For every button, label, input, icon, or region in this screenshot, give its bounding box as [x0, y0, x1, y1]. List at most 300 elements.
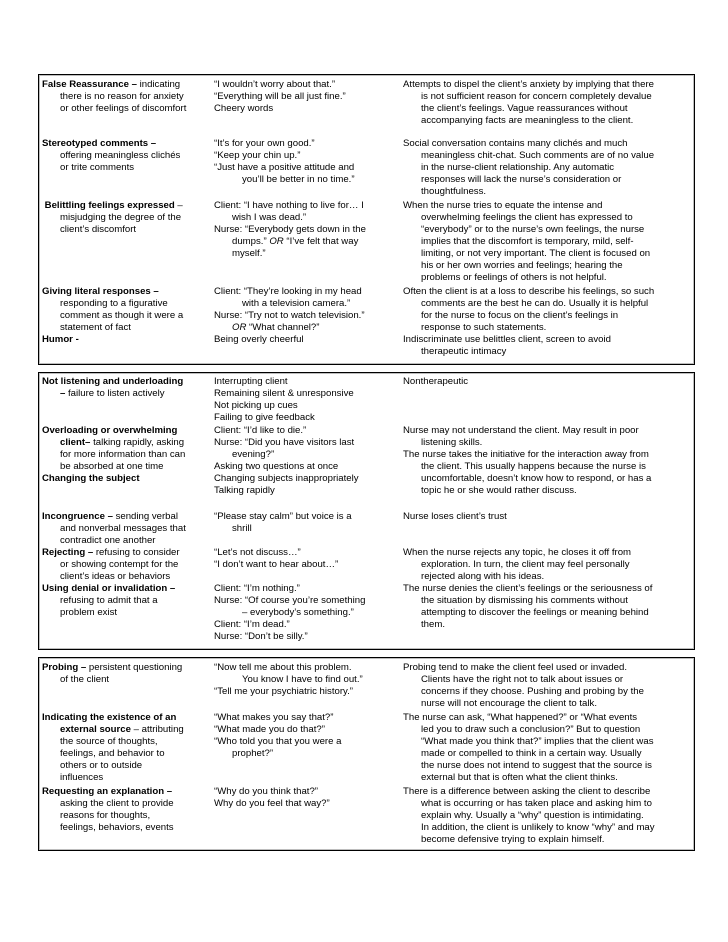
technique-name: external source: [60, 724, 131, 735]
text-line: [403, 310, 693, 322]
text-line: [214, 674, 399, 686]
text-line: [403, 674, 693, 686]
rationale-cell: [403, 511, 693, 631]
text-line: [403, 449, 693, 461]
text-line: [42, 736, 212, 748]
line-text: The nurse takes the initiative for the interaction away from: [403, 449, 649, 460]
text-line: [214, 162, 399, 174]
text-line: [214, 619, 399, 631]
text-line: [403, 298, 693, 310]
technique-name: Indicating the existence of an: [42, 712, 177, 723]
text-line: [214, 91, 399, 103]
example-cell: [214, 662, 399, 698]
line-text: the nurse does not intend to suggest that the source is: [421, 760, 652, 771]
text-line: [42, 461, 212, 473]
line-text: When the nurse tries to equate the intense and: [403, 200, 603, 211]
line-text: Asking two questions at once: [214, 461, 339, 472]
text-line: [403, 346, 693, 358]
text-line: [403, 115, 693, 127]
line-text: Remaining silent & unresponsive: [214, 388, 354, 399]
line-text: contradict one another: [60, 535, 156, 546]
line-text: Interrupting client: [214, 376, 288, 387]
technique-name: client–: [60, 437, 91, 448]
technique-cell: [42, 376, 212, 400]
line-text: “Tell me your psychiatric history.”: [214, 686, 353, 697]
line-text: influences: [60, 772, 104, 783]
technique-name: Rejecting –: [42, 547, 94, 558]
text-line: [42, 437, 212, 449]
text-line: [214, 449, 399, 461]
line-text: implies that the discomfort is temporary, mild, self-: [421, 236, 634, 247]
line-text: evening?”: [232, 449, 275, 460]
technique-cell: [42, 511, 212, 619]
line-text: client’s discomfort: [60, 224, 137, 235]
line-text: Nurse: “Did you have visitors last: [214, 437, 355, 448]
line-text: sending verbal: [112, 511, 178, 522]
text-line: [214, 736, 399, 748]
technique-cell: [42, 712, 212, 784]
text-line: [214, 400, 399, 412]
text-line: [214, 583, 399, 595]
line-text: what is occurring or has taken place and asking him to: [421, 798, 652, 809]
text-line: [403, 686, 693, 698]
text-line: [42, 388, 212, 400]
text-line: [403, 473, 693, 485]
text-line: [403, 79, 693, 91]
text-line: [214, 662, 399, 674]
line-text: overwhelming feelings the client has expressed to: [421, 212, 633, 223]
technique-name: False Reassurance –: [42, 79, 137, 90]
text-line: [214, 511, 399, 523]
line-text: uncomfortable, doesn’t know how to respond, or has a: [421, 473, 652, 484]
technique-name: Giving literal responses –: [42, 286, 159, 297]
text-line: [403, 260, 693, 272]
text-line: [214, 535, 399, 547]
table-section: [38, 372, 695, 650]
text-line: [42, 334, 212, 346]
text-line: [214, 724, 399, 736]
text-line: [214, 595, 399, 607]
line-text: Nurse: “Don’t be silly.”: [214, 631, 308, 642]
text-line: [403, 162, 693, 174]
text-line: [403, 523, 693, 535]
text-line: [403, 322, 693, 334]
text-line: [214, 334, 399, 346]
text-line: [403, 583, 693, 595]
line-text: be absorbed at one time: [60, 461, 164, 472]
line-text: “Who told you that you were a: [214, 736, 342, 747]
text-line: [403, 822, 693, 834]
text-line: [214, 248, 399, 260]
example-cell: [214, 425, 399, 497]
technique-name: Belittling feelings expressed: [42, 200, 175, 211]
text-line: [214, 174, 399, 186]
line-text: explain why. Usually a “why” question is intimidating.: [421, 810, 644, 821]
line-text: the client. This usually happens because the nurse is: [421, 461, 646, 472]
line-text: meaningless chit-chat. Such comments are of no value: [421, 150, 655, 161]
text-line: [214, 473, 399, 485]
technique-cell: [42, 662, 212, 686]
example-cell: [214, 138, 399, 186]
text-line: [42, 200, 212, 212]
emphasis-text: OR: [232, 322, 247, 333]
text-line: [214, 212, 399, 224]
text-line: [403, 798, 693, 810]
line-text: persistent questioning: [86, 662, 183, 673]
line-text: the situation by dismissing his comments without: [421, 595, 628, 606]
text-line: [42, 449, 212, 461]
line-text: responses will lack the nurse’s consideration or: [421, 174, 622, 185]
line-text: the client’s feelings. Vague reassurances without: [421, 103, 628, 114]
line-text: there is no reason for anxiety: [60, 91, 184, 102]
technique-cell: [42, 786, 212, 834]
line-text: When the nurse rejects any topic, he closes it off from: [403, 547, 632, 558]
line-text: exploration. In turn, the client may feel personally: [421, 559, 630, 570]
text-line: [42, 473, 212, 485]
line-text: “What made you think that?” implies that the client was: [421, 736, 654, 747]
text-line: [214, 559, 399, 571]
line-text: feelings, and behavior to: [60, 748, 165, 759]
line-text: his or her own worries and feelings; hearing the: [421, 260, 623, 271]
rationale-cell: [403, 376, 693, 388]
line-text: therapeutic intimacy: [421, 346, 507, 357]
example-cell: [214, 286, 399, 346]
line-text: Cheery words: [214, 103, 274, 114]
technique-cell: [42, 200, 212, 236]
line-text: topic he or she would rather discuss.: [421, 485, 577, 496]
text-line: [42, 150, 212, 162]
text-line: [214, 437, 399, 449]
text-line: [214, 631, 399, 643]
text-line: [403, 212, 693, 224]
line-text: rejected along with his ideas.: [421, 571, 545, 582]
example-cell: [214, 79, 399, 115]
text-line: [42, 162, 212, 174]
line-text: led you to draw such a conclusion?” But to question: [421, 724, 641, 735]
line-text: with a television camera.”: [242, 298, 351, 309]
text-line: [214, 798, 399, 810]
text-line: [42, 91, 212, 103]
line-text: The nurse can ask, “What happened?” or “What events: [403, 712, 638, 723]
text-line: [403, 712, 693, 724]
text-line: [42, 674, 212, 686]
line-text: “everybody” or to the nurse’s own feelings, the nurse: [421, 224, 645, 235]
line-text: “Now tell me about this problem.: [214, 662, 352, 673]
line-text: refusing to admit that a: [60, 595, 158, 606]
line-text: problems or feelings of others is not helpful.: [421, 272, 607, 283]
text-line: [42, 310, 212, 322]
line-text: listening skills.: [421, 437, 483, 448]
line-text: Attempts to dispel the client’s anxiety by implying that there: [403, 79, 654, 90]
rationale-cell: [403, 286, 693, 358]
line-text: response to such statements.: [421, 322, 547, 333]
line-text: asking the client to provide: [60, 798, 174, 809]
line-text: comments are the best he can do. Usually it is helpful: [421, 298, 649, 309]
line-text: Why do you feel that way?”: [214, 798, 330, 809]
text-line: [403, 786, 693, 798]
technique-name: Using denial or invalidation –: [42, 583, 176, 594]
text-line: [403, 559, 693, 571]
text-line: [214, 686, 399, 698]
line-text: offering meaningless clichés: [60, 150, 181, 161]
line-text: “It’s for your own good.”: [214, 138, 315, 149]
line-text: or showing contempt for the: [60, 559, 179, 570]
text-line: [403, 272, 693, 284]
text-line: [403, 248, 693, 260]
text-line: [403, 511, 693, 523]
technique-name: Overloading or overwhelming: [42, 425, 178, 436]
line-text: “Everything will be all just fine.”: [214, 91, 346, 102]
text-line: [403, 535, 693, 547]
text-line: [42, 547, 212, 559]
text-line: [214, 286, 399, 298]
line-text: Nurse: “Of course you’re something: [214, 595, 366, 606]
text-line: [214, 461, 399, 473]
text-line: [403, 224, 693, 236]
line-text: Client: “I’m dead.”: [214, 619, 290, 630]
line-text: Being overly cheerful: [214, 334, 304, 345]
text-line: [403, 150, 693, 162]
rationale-cell: [403, 786, 693, 846]
technique-name: Incongruence –: [42, 511, 113, 522]
line-text: “Let’s not discuss…”: [214, 547, 301, 558]
line-text: Client: “I have nothing to live for… I: [214, 200, 364, 211]
line-text: “What makes you say that?”: [214, 712, 334, 723]
text-line: [42, 425, 212, 437]
line-text: for the nurse to focus on the client’s feelings in: [421, 310, 619, 321]
line-text: them.: [421, 619, 445, 630]
text-line: [42, 822, 212, 834]
line-text: “Just have a positive attitude and: [214, 162, 355, 173]
line-text: concerns if they choose. Pushing and probing by the: [421, 686, 644, 697]
text-line: [214, 425, 399, 437]
technique-cell: [42, 286, 212, 346]
line-text: and nonverbal messages that: [60, 523, 186, 534]
line-text: Changing subjects inappropriately: [214, 473, 359, 484]
text-line: [42, 772, 212, 784]
line-text: failure to listen actively: [65, 388, 165, 399]
line-text: others or to outside: [60, 760, 143, 771]
text-line: [42, 322, 212, 334]
line-text: “Keep your chin up.”: [214, 150, 301, 161]
line-text: Nurse: “Everybody gets down in the: [214, 224, 366, 235]
line-text: responding to a figurative: [60, 298, 168, 309]
line-text: feelings, behaviors, events: [60, 822, 174, 833]
text-line: [42, 224, 212, 236]
line-text: Client: “I’m nothing.”: [214, 583, 300, 594]
text-line: [42, 535, 212, 547]
technique-name: Not listening and underloading: [42, 376, 184, 387]
text-line: [214, 712, 399, 724]
text-line: [403, 571, 693, 583]
line-text: Client: “I’d like to die.”: [214, 425, 307, 436]
text-line: [403, 334, 693, 346]
line-text: is not sufficient reason for concern completely devalue: [421, 91, 652, 102]
line-text: problem exist: [60, 607, 118, 618]
text-line: [42, 662, 212, 674]
line-text: Often the client is at a loss to describe his feelings, so such: [403, 286, 655, 297]
technique-cell: [42, 79, 212, 115]
text-line: [403, 138, 693, 150]
text-line: [403, 662, 693, 674]
line-text: in the nurse-client relationship. Any automatic: [421, 162, 615, 173]
text-line: [42, 79, 212, 91]
line-text: statement of fact: [60, 322, 131, 333]
text-line: [214, 200, 399, 212]
line-text: “What made you do that?”: [214, 724, 325, 735]
text-line: [214, 150, 399, 162]
line-text: “I don’t want to hear about…”: [214, 559, 339, 570]
technique-name: Probing –: [42, 662, 87, 673]
technique-name: Changing the subject: [42, 473, 140, 484]
table-section: [38, 74, 695, 365]
text-line: [214, 547, 399, 559]
line-text: – attributing: [130, 724, 184, 735]
text-line: [42, 760, 212, 772]
line-text: reasons for thoughts,: [60, 810, 151, 821]
text-line: [42, 286, 212, 298]
line-text: talking rapidly, asking: [90, 437, 185, 448]
text-line: [214, 236, 399, 248]
text-line: [42, 810, 212, 822]
rationale-cell: [403, 200, 693, 284]
text-line: [214, 523, 399, 535]
text-line: [42, 607, 212, 619]
line-text: or other feelings of discomfort: [60, 103, 187, 114]
line-text: become defensive trying to explain himself.: [421, 834, 605, 845]
line-text: client’s ideas or behaviors: [60, 571, 171, 582]
text-line: [403, 595, 693, 607]
text-line: [214, 138, 399, 150]
line-text: of the client: [60, 674, 110, 685]
example-cell: [214, 786, 399, 810]
text-line: [403, 619, 693, 631]
line-text: shrill: [232, 523, 252, 534]
text-line: [403, 236, 693, 248]
text-line: [42, 523, 212, 535]
text-line: [214, 79, 399, 91]
line-text: Social conversation contains many clichés and much: [403, 138, 628, 149]
line-text: attempting to discover the feelings or meaning behind: [421, 607, 649, 618]
text-line: [214, 571, 399, 583]
text-line: [403, 376, 693, 388]
text-line: [403, 200, 693, 212]
text-line: [403, 810, 693, 822]
text-line: [42, 298, 212, 310]
line-text: for more information than can: [60, 449, 186, 460]
line-text: Nurse loses client’s trust: [403, 511, 507, 522]
line-text: comment as though it were a: [60, 310, 184, 321]
line-text: or trite comments: [60, 162, 135, 173]
line-text: –: [174, 200, 183, 211]
line-text: external but that is often what the client thinks.: [421, 772, 618, 783]
text-line: [42, 748, 212, 760]
text-line: [403, 607, 693, 619]
line-text: Nurse may not understand the client. May result in poor: [403, 425, 639, 436]
line-text: Nontherapeutic: [403, 376, 469, 387]
text-line: [214, 412, 399, 424]
text-line: [214, 103, 399, 115]
text-line: [403, 103, 693, 115]
text-line: [403, 760, 693, 772]
line-text: prophet?”: [232, 748, 274, 759]
rationale-cell: [403, 79, 693, 127]
line-text: “What channel?”: [246, 322, 320, 333]
text-line: [214, 748, 399, 760]
line-text: You know I have to find out.”: [242, 674, 363, 685]
line-text: the source of thoughts,: [60, 736, 158, 747]
table-section: [38, 657, 695, 851]
rationale-cell: [403, 662, 693, 710]
technique-name: Requesting an explanation –: [42, 786, 173, 797]
line-text: There is a difference between asking the client to describe: [403, 786, 651, 797]
rationale-cell: [403, 425, 693, 497]
text-line: [214, 310, 399, 322]
text-line: [42, 595, 212, 607]
line-text: “Please stay calm” but voice is a: [214, 511, 352, 522]
text-line: [214, 322, 399, 334]
text-line: [403, 485, 693, 497]
line-text: “I wouldn’t worry about that.”: [214, 79, 336, 90]
text-line: [42, 138, 212, 150]
line-text: In addition, the client is unlikely to know “why” and may: [421, 822, 655, 833]
text-line: [403, 91, 693, 103]
line-text: “I’ve felt that way: [283, 236, 359, 247]
text-line: [403, 437, 693, 449]
line-text: Clients have the right not to talk about issues or: [421, 674, 624, 685]
technique-name: Humor -: [42, 334, 79, 345]
line-text: – everybody’s something.”: [242, 607, 354, 618]
rationale-cell: [403, 138, 693, 198]
technique-name: Stereotyped comments –: [42, 138, 157, 149]
example-cell: [214, 200, 399, 260]
line-text: myself.”: [232, 248, 266, 259]
rationale-cell: [403, 712, 693, 784]
line-text: Not picking up cues: [214, 400, 298, 411]
example-cell: [214, 376, 399, 424]
text-line: [214, 224, 399, 236]
text-line: [42, 103, 212, 115]
text-line: [42, 786, 212, 798]
line-text: Indiscriminate use belittles client, screen to avoid: [403, 334, 611, 345]
text-line: [403, 174, 693, 186]
emphasis-text: OR: [269, 236, 284, 247]
text-line: [214, 485, 399, 497]
text-line: [42, 376, 212, 388]
line-text: thoughtfulness.: [421, 186, 487, 197]
text-line: [42, 798, 212, 810]
line-text: made or compelled to think in a certain way. Usually: [421, 748, 642, 759]
line-text: Client: “They’re looking in my head: [214, 286, 362, 297]
line-text: refusing to consider: [93, 547, 180, 558]
text-line: [42, 571, 212, 583]
line-text: accompanying facts are meaningless to the client.: [421, 115, 634, 126]
text-line: [403, 547, 693, 559]
text-line: [403, 698, 693, 710]
text-line: [42, 559, 212, 571]
text-line: [214, 376, 399, 388]
line-text: nurse will not encourage the client to talk.: [421, 698, 597, 709]
example-cell: [214, 712, 399, 760]
line-text: wish I was dead.”: [232, 212, 307, 223]
example-cell: [214, 511, 399, 643]
line-text: limiting, or not very important. The client is focused on: [421, 248, 651, 259]
text-line: [42, 712, 212, 724]
line-text: Probing tend to make the client feel used or invaded.: [403, 662, 627, 673]
text-line: [403, 748, 693, 760]
line-text: misjudging the degree of the: [60, 212, 182, 223]
line-text: Failing to give feedback: [214, 412, 315, 423]
